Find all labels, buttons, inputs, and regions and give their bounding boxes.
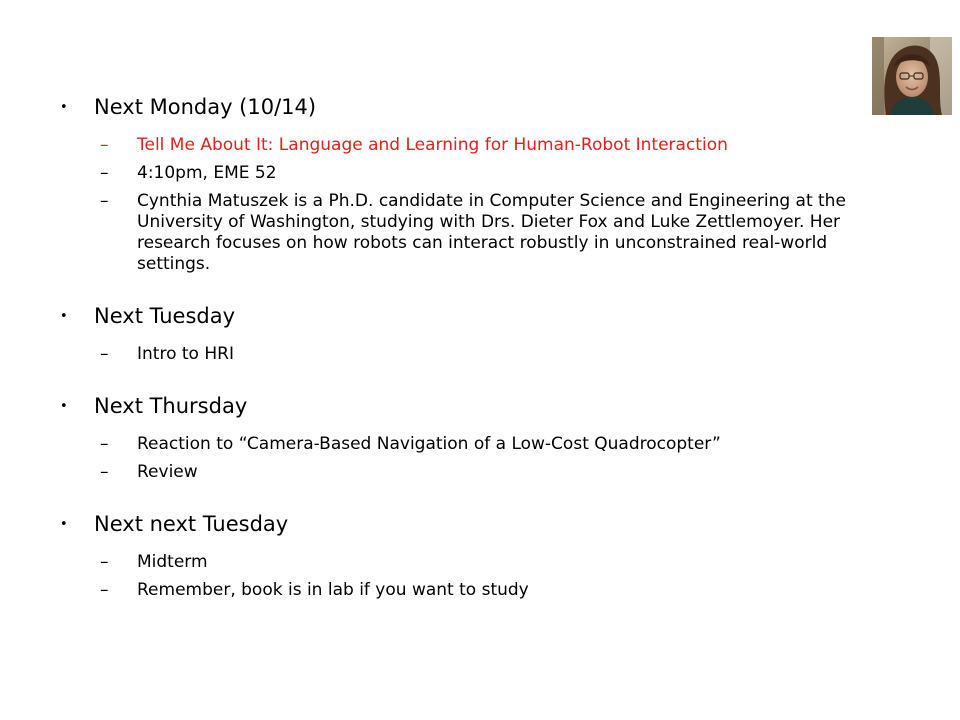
section-heading [60, 389, 920, 427]
section-heading [60, 90, 920, 128]
section-next-monday [60, 90, 920, 275]
agenda-list [60, 90, 920, 601]
section-heading [60, 507, 920, 545]
section-next-tuesday [60, 299, 920, 365]
sub-item-text: Cynthia Matuszek is a Ph.D. candidate in Computer Science and Engineering at the University of Washington, studying with Drs. Dieter Fox and Luke Zettlemoyer. Her research focuses on how robots can interact robustly in unconstrained real-world settings. [137, 191, 846, 274]
bullet-icon: • [60, 309, 68, 324]
sub-item-text: Intro to HRI [137, 344, 234, 364]
section-next-next-tuesday [60, 507, 920, 601]
sub-item [100, 552, 920, 573]
sub-item-time-location [100, 163, 920, 184]
sub-item [100, 462, 920, 483]
bullet-icon: • [60, 517, 68, 532]
dash-icon: – [100, 462, 109, 482]
dash-icon: – [100, 135, 109, 155]
sub-item [100, 434, 920, 455]
sub-item-text: Tell Me About It: Language and Learning for Human-Robot Interaction [137, 135, 728, 155]
dash-icon: – [100, 580, 109, 600]
sub-item-text: Review [137, 462, 198, 482]
sub-item-text: 4:10pm, EME 52 [137, 163, 277, 183]
sub-item-text: Remember, book is in lab if you want to study [137, 580, 529, 600]
sub-item-text: Midterm [137, 552, 208, 572]
bullet-icon: • [60, 399, 68, 414]
sub-item [100, 580, 920, 601]
heading-text: Next Thursday [94, 394, 248, 418]
dash-icon: – [100, 552, 109, 572]
dash-icon: – [100, 344, 109, 364]
section-heading [60, 299, 920, 337]
heading-text: Next next Tuesday [94, 512, 289, 536]
heading-text: Next Monday (10/14) [94, 95, 317, 119]
dash-icon: – [100, 163, 109, 183]
dash-icon: – [100, 434, 109, 454]
section-next-thursday [60, 389, 920, 483]
sub-item-text: Reaction to “Camera-Based Navigation of a Low-Cost Quadrocopter” [137, 434, 721, 454]
dash-icon: – [100, 191, 109, 211]
sub-item [100, 344, 920, 365]
bullet-icon: • [60, 100, 68, 115]
heading-text: Next Tuesday [94, 304, 236, 328]
sub-item-talk-title [100, 135, 920, 156]
sub-item-bio [100, 191, 920, 275]
